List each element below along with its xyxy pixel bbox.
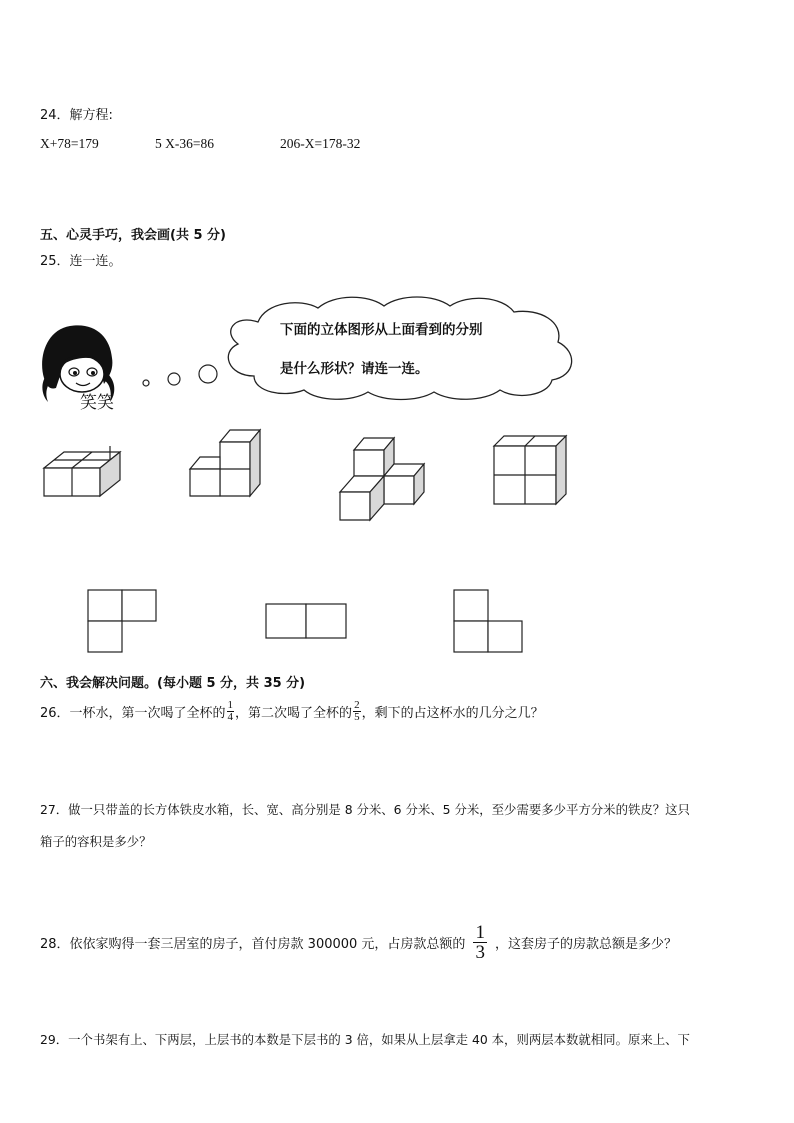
q24-equation-2: 5 X-36=86 — [155, 136, 214, 151]
q26-question — [40, 694, 544, 728]
q27-line-2: 箱子的容积是多少？ — [40, 834, 152, 849]
q24-equation-1: X+78=179 — [40, 136, 99, 151]
q26-fraction-1-denominator: 4 — [227, 710, 234, 723]
q29-line-1: 29．一个书架有上、下两层，上层书的本数是下层书的 3 倍，如果从上层拿走 40 本，则两层本数就相同。原来上、下 — [40, 1032, 690, 1047]
q26-text-c: ，剩下的占这杯水的几分之几？ — [361, 705, 544, 721]
solid-figure-3 — [336, 434, 428, 522]
q26-fraction-2-numerator: 2 — [354, 698, 360, 711]
q26-text-b: ，第二次喝了全杯的 — [235, 705, 353, 721]
top-view-shape-1 — [86, 588, 158, 654]
q24-title: 24．解方程: — [40, 108, 113, 123]
bubble-text-line-2: 是什么形状？请连一连。 — [280, 361, 429, 377]
q28-fraction — [473, 923, 487, 962]
q28-text-a: 28．依依家购得一套三居室的房子，首付房款 300000 元，占房款总额的 — [40, 936, 466, 952]
q28-fraction-denominator: 3 — [475, 941, 485, 963]
q24-equation-3: 206-X=178-32 — [280, 136, 361, 151]
solid-figure-1 — [40, 438, 126, 502]
q25-title: 25．连一连。 — [40, 254, 122, 269]
q26-fraction-1 — [227, 700, 235, 723]
girl-character-illustration — [36, 318, 236, 418]
bubble-text-line-1: 下面的立体图形从上面看到的分别 — [280, 322, 483, 338]
q28-fraction-numerator: 1 — [475, 921, 485, 943]
q26-fraction-1-numerator: 1 — [227, 698, 234, 711]
section-6-heading: 六、我会解决问题。(每小题 5 分，共 35 分) — [40, 676, 306, 691]
q26-text-a: 26．一杯水，第一次喝了全杯的 — [40, 705, 226, 721]
section-5-heading: 五、心灵手巧，我会画(共 5 分) — [40, 228, 226, 243]
q27-line-1: 27．做一只带盖的长方体铁皮水箱，长、宽、高分别是 8 分米、6 分米、5 分米，至少需要多少平方分米的铁皮？这只 — [40, 802, 690, 817]
q28-text-b: ，这套房子的房款总额是多少？ — [494, 936, 677, 952]
q26-fraction-2 — [353, 700, 361, 723]
solid-figure-2 — [186, 424, 266, 500]
q26-fraction-2-denominator: 5 — [354, 710, 360, 723]
top-view-shape-2 — [264, 602, 348, 640]
thought-bubble-cloud — [218, 292, 580, 402]
solid-figure-4 — [490, 434, 570, 508]
top-view-shape-3 — [452, 588, 526, 654]
q28-question — [40, 920, 677, 964]
character-caption: 笑笑 — [80, 393, 114, 413]
